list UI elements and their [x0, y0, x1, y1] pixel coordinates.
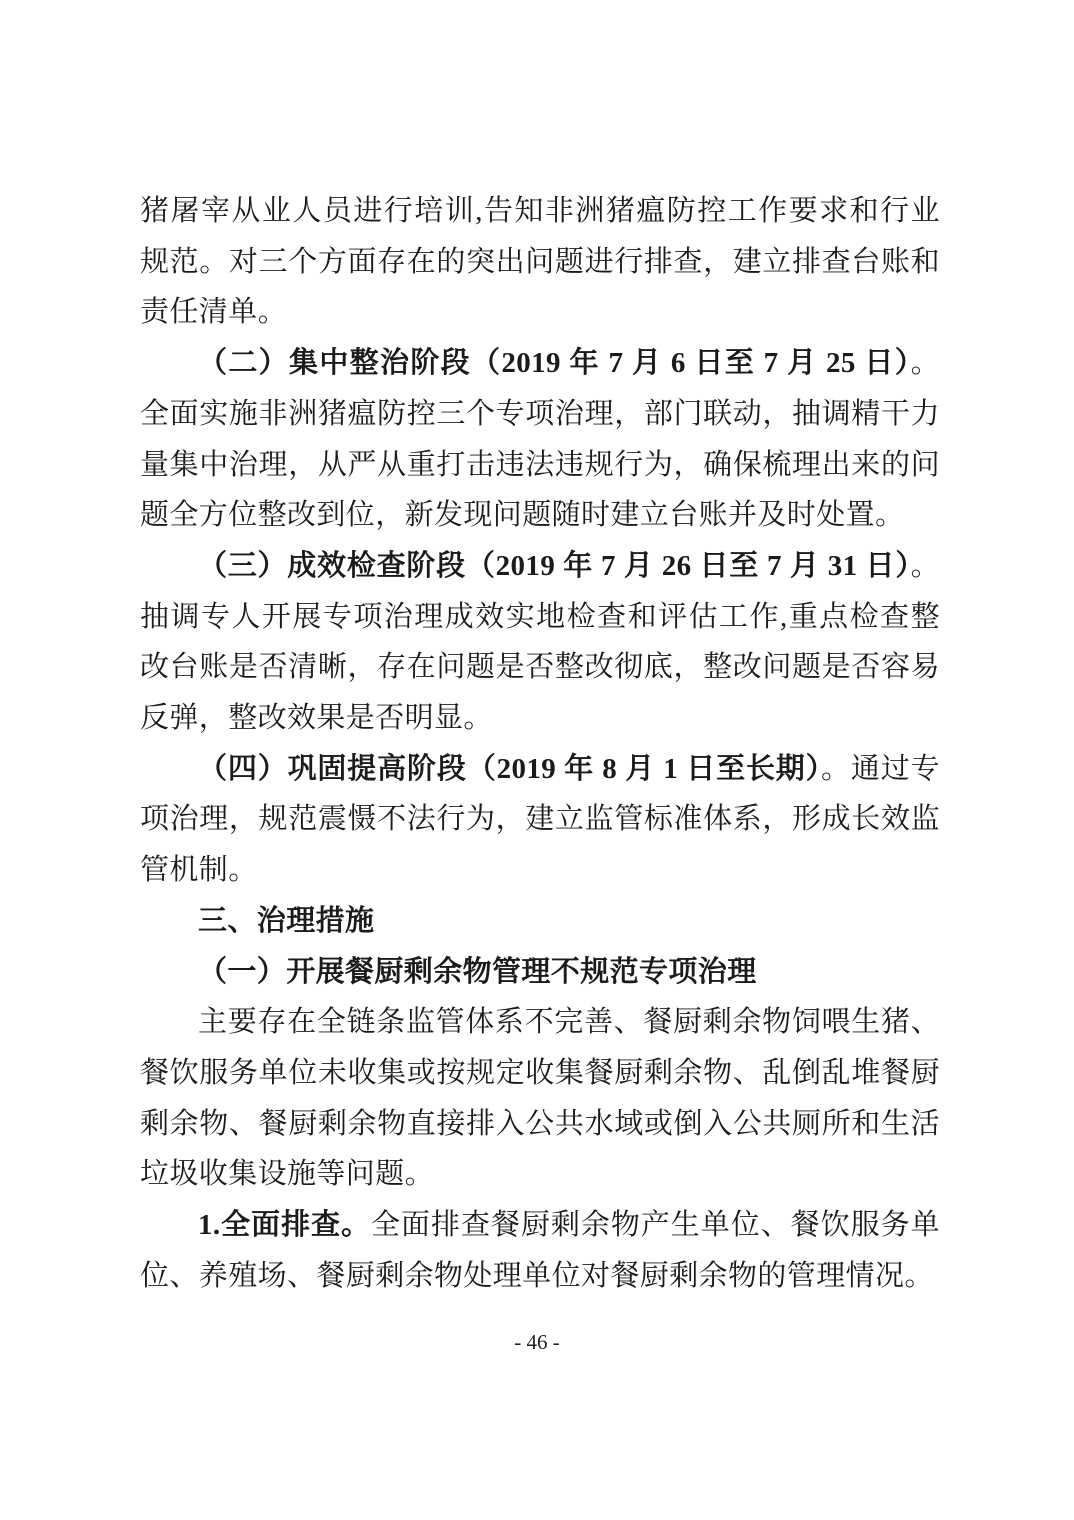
paragraph-text: 。抽调专人开展专项治理成效实地检查和评估工作,重点检查整改台账是否清晰，存在问题是否整改彻底，整改问题是否容易反弹，整改效果是否明显。	[140, 549, 940, 735]
paragraph-stage-3	[140, 541, 940, 744]
paragraph-continuation	[140, 186, 940, 338]
paragraph-problems	[140, 997, 940, 1200]
paragraph-text: 。通过专项治理，规范震慑不法行为，建立监管标准体系，形成长效监管机制。	[140, 752, 940, 887]
paragraph-stage-4	[140, 744, 940, 896]
paragraph-stage-2	[140, 338, 940, 541]
paragraph-text: 主要存在全链条监管体系不完善、餐厨剩余物饲喂生猪、餐饮服务单位未收集或按规定收集餐厨剩余物、乱倒乱堆餐厨剩余物、餐厨剩余物直接排入公共水域或倒入公共厕所和生活垃圾收集设施等问题。	[140, 1006, 940, 1191]
section-heading-measures: 三、治理措施	[198, 904, 375, 937]
paragraph-text: 猪屠宰从业人员进行培训,告知非洲猪瘟防控工作要求和行业规范。对三个方面存在的突出问题进行排查，建立排查台账和责任清单。	[140, 195, 940, 329]
stage-3-heading: （三）成效检查阶段（2019 年 7 月 26 日至 7 月 31 日）	[198, 549, 911, 582]
document-body	[140, 186, 940, 1301]
inspection-lead: 1.全面排查。	[198, 1209, 372, 1242]
paragraph-text: 。全面实施非洲猪瘟防控三个专项治理，部门联动，抽调精干力量集中治理，从严从重打击违法违规行为，确保梳理出来的问题全方位整改到位，新发现问题随时建立台账并及时处置。	[140, 347, 940, 532]
stage-4-heading: （四）巩固提高阶段（2019 年 8 月 1 日至长期）	[198, 752, 822, 785]
page-number: - 46 -	[514, 1330, 560, 1354]
paragraph-text: 全面排查餐厨剩余物产生单位、餐饮服务单位、养殖场、餐厨剩余物处理单位对餐厨剩余物的管理情况。	[140, 1209, 940, 1292]
stage-2-heading: （二）集中整治阶段（2019 年 7 月 6 日至 7 月 25 日）	[198, 347, 911, 380]
subsection-heading-kitchen-waste: （一）开展餐厨剩余物管理不规范专项治理	[198, 955, 757, 988]
paragraph-inspection	[140, 1200, 940, 1301]
